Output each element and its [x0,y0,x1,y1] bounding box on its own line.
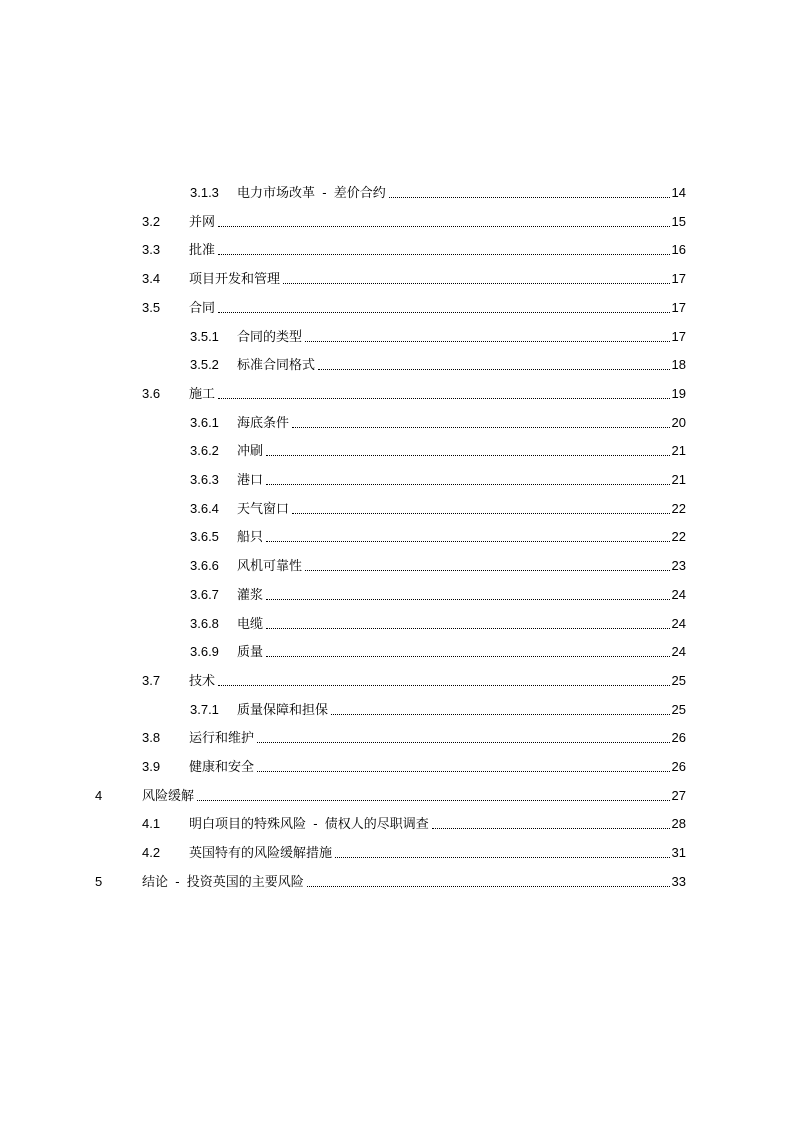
toc-number: 3.1.3 [190,185,219,200]
dot-leader [283,282,670,284]
toc-entry[interactable] [190,556,686,576]
toc-number: 3.6.9 [190,644,219,660]
dot-leader [266,454,670,456]
toc-entry[interactable] [190,413,686,433]
toc-page-number: 26 [671,759,686,774]
dot-leader [257,770,670,772]
toc-number: 3.6 [142,385,161,401]
toc-page-number: 27 [671,787,686,803]
toc-title: 质量 [237,644,264,660]
toc-page-number: 31 [671,845,686,861]
toc-page-number: 22 [671,500,686,516]
toc-page-number: 14 [671,185,686,200]
dot-leader [218,253,670,255]
toc-title: 灌浆 [237,586,264,602]
dot-leader [305,569,670,571]
toc-number: 3.6.2 [190,443,219,459]
toc-title: 标准合同格式 [237,357,316,373]
toc-page-number: 20 [671,414,686,430]
toc-title: 风险缓解 [142,787,195,803]
toc-title: 冲刷 [237,443,264,459]
dot-leader [266,627,670,629]
dot-leader [331,713,670,715]
toc-number: 3.6.3 [190,472,219,487]
toc-number: 4.1 [142,816,161,832]
dot-leader [266,655,670,657]
dot-leader [197,799,670,801]
toc-title: 天气窗口 [237,500,290,516]
toc-entry[interactable] [142,212,686,232]
toc-entry[interactable] [190,499,686,519]
toc-title: 项目开发和管理 [189,271,281,287]
toc-page-number: 25 [671,701,686,717]
toc-title: 运行和维护 [189,730,255,746]
dot-leader [218,684,670,686]
toc-page-number: 15 [671,213,686,229]
toc-page-number: 25 [671,672,686,688]
toc-number: 3.6.8 [190,615,219,631]
toc-number: 3.6.7 [190,586,219,602]
toc-entry[interactable] [142,240,686,260]
toc-title: 结论 - 投资英国的主要风险 [142,873,304,889]
toc-title: 海底条件 [237,414,290,430]
toc-title: 合同的类型 [237,328,303,344]
toc-page-number: 21 [671,472,686,487]
dot-leader [335,856,670,858]
toc-page-number: 28 [671,816,686,832]
toc-title: 明白项目的特殊风险 - 债权人的尽职调查 [189,816,429,832]
toc-entry[interactable] [190,355,686,375]
toc-entry[interactable] [142,298,686,318]
toc-page-number: 17 [671,271,686,287]
toc-number: 3.5 [142,299,161,315]
toc-page-number: 33 [671,873,686,889]
toc-entry[interactable] [142,843,686,863]
toc-page-number: 24 [671,644,686,660]
toc-page-number: 17 [671,299,686,315]
toc-number: 3.7 [142,672,161,688]
dot-leader [266,483,670,485]
toc-number: 4 [95,787,103,803]
toc-page-number: 22 [671,529,686,545]
toc-entry[interactable] [190,614,686,634]
toc-number: 3.9 [142,759,161,774]
toc-page-number: 18 [671,357,686,373]
toc-page-number: 24 [671,586,686,602]
toc-entry[interactable] [190,470,686,490]
toc-entry[interactable] [95,872,686,892]
toc-number: 3.5.1 [190,328,219,344]
toc-page-number: 21 [671,443,686,459]
toc-title: 技术 [189,672,216,688]
toc-number: 4.2 [142,845,161,861]
toc-entry[interactable] [190,441,686,461]
toc-entry[interactable] [190,527,686,547]
toc-title: 质量保障和担保 [237,701,329,717]
toc-title: 批准 [189,242,216,258]
toc-number: 3.3 [142,242,161,258]
toc-entry[interactable] [190,327,686,347]
toc-title: 英国特有的风险缓解措施 [189,845,333,861]
toc-number: 3.2 [142,213,161,229]
toc-number: 3.6.6 [190,558,219,574]
toc-title: 合同 [189,299,216,315]
dot-leader [218,311,670,313]
toc-entry[interactable] [190,700,686,720]
toc-number: 3.6.4 [190,500,219,516]
toc-page-number: 24 [671,615,686,631]
toc-number: 5 [95,873,103,889]
toc-page-number: 16 [671,242,686,258]
toc-entry[interactable] [190,585,686,605]
toc-title: 施工 [189,385,216,401]
toc-number: 3.6.5 [190,529,219,545]
toc-entry[interactable] [142,814,686,834]
toc-page-number: 26 [671,730,686,746]
toc-entry[interactable] [142,728,686,748]
toc-page-number: 23 [671,558,686,574]
toc-number: 3.7.1 [190,701,219,717]
toc-title: 电力市场改革 - 差价合约 [237,185,386,200]
dot-leader [257,741,670,743]
toc-title: 健康和安全 [189,759,255,774]
toc-title: 风机可靠性 [237,558,303,574]
toc-number: 3.5.2 [190,357,219,373]
toc-title: 并网 [189,213,216,229]
toc-entry[interactable] [95,786,686,806]
dot-leader [305,340,670,342]
toc-title: 电缆 [237,615,264,631]
toc-page-number: 19 [671,385,686,401]
toc-entry[interactable] [142,757,686,777]
dot-leader [432,827,670,829]
toc-number: 3.6.1 [190,414,219,430]
dot-leader [389,196,670,198]
toc-page-number: 17 [671,328,686,344]
toc-entry[interactable] [190,183,686,203]
toc-number: 3.4 [142,271,161,287]
dot-leader [218,397,670,399]
toc-entry[interactable] [142,269,686,289]
toc-number: 3.8 [142,730,161,746]
dot-leader [266,598,670,600]
dot-leader [292,512,670,514]
toc-entry[interactable] [142,384,686,404]
dot-leader [318,368,670,370]
dot-leader [218,225,670,227]
dot-leader [292,426,670,428]
toc-entry[interactable] [190,642,686,662]
toc-title: 船只 [237,529,264,545]
dot-leader [266,540,670,542]
toc-entry[interactable] [142,671,686,691]
dot-leader [307,885,670,887]
toc-title: 港口 [237,472,264,487]
